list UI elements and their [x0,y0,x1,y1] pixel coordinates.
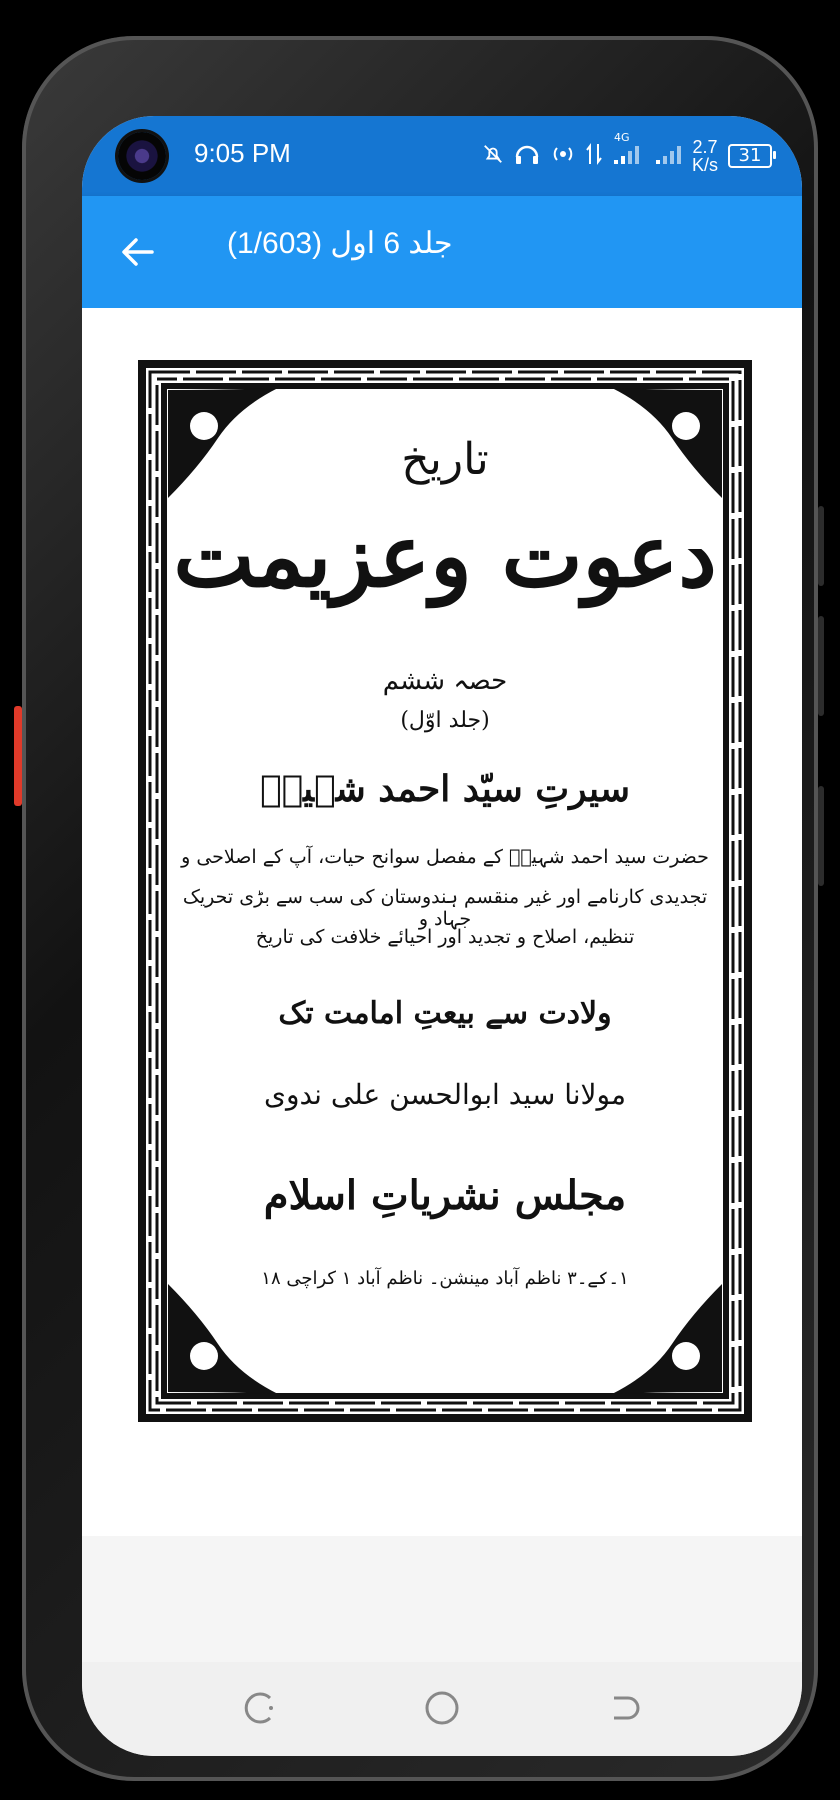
phone-frame [22,36,818,1781]
recent-apps-button[interactable] [236,1684,284,1732]
network-speed [692,138,718,174]
side-button-red [14,706,22,806]
cover-publisher: مجلس نشریاتِ اسلام [263,1172,627,1219]
page-title: جلد 6 اول (1/603) [227,227,453,260]
cover-description-line-3: تنظیم، اصلاح و تجدید اور احیائے خلافت کی تاریخ [255,926,635,948]
network-type-label: 4G [613,131,630,144]
back-nav-button[interactable] [600,1684,648,1732]
cover-description-line-1: حضرت سید احمد شہیدؒ کے مفصل سوانح حیات، آپ کے اصلاحی و [181,846,709,868]
cover-volume: (جلد اوّل) [400,708,490,733]
data-transfer-icon [586,142,602,170]
cover-period: ولادت سے بیعتِ امامت تک [278,996,612,1031]
app-bar [82,196,802,308]
network-speed-value: 2.7 [692,137,718,157]
power-key [818,506,824,586]
back-button[interactable] [116,230,160,274]
home-circle-icon [418,1684,466,1732]
status-time: 9:05 PM [194,138,291,168]
cover-address: ۱۔کے۔۳ ناظم آباد مینشن۔ ناظم آباد ۱ کراچی ۱۸ [261,1268,629,1289]
signal-icon [654,142,682,170]
cover-author: مولانا سید ابوالحسن علی ندوی [264,1078,626,1111]
hotspot-icon [550,143,576,169]
page-bottom-area [82,1536,802,1676]
screen [82,116,802,1756]
status-bar [82,116,802,196]
front-camera [118,132,166,180]
status-icons [482,131,772,178]
battery-level: 31 [738,145,762,166]
mute-icon [482,143,504,169]
battery-icon [728,144,772,168]
recent-apps-icon [236,1684,284,1732]
volume-up-key [818,616,824,716]
network-speed-unit: K/s [691,155,718,175]
cover-heading-main: دعوت وعزیمت [173,506,717,607]
document-page-view[interactable] [82,308,802,1536]
cover-heading-small: تاریخ [401,434,489,485]
cover-part: حصہ ششم [382,666,508,696]
cover-subtitle: سیرتِ سیّد احمد شہیدؒ [259,768,631,810]
signal-4g-icon [612,131,644,170]
back-arrow-icon [116,230,160,274]
home-button[interactable] [418,1684,466,1732]
navigation-bar [82,1662,802,1756]
book-cover-scan [134,356,756,1426]
volume-down-key [818,786,824,886]
headphones-icon [514,143,540,169]
cover-description-line-2: تجدیدی کارنامے اور غیر منقسم ہندوستان کی سب سے بڑی تحریک جہاد و [182,886,708,930]
back-nav-icon [600,1684,648,1732]
